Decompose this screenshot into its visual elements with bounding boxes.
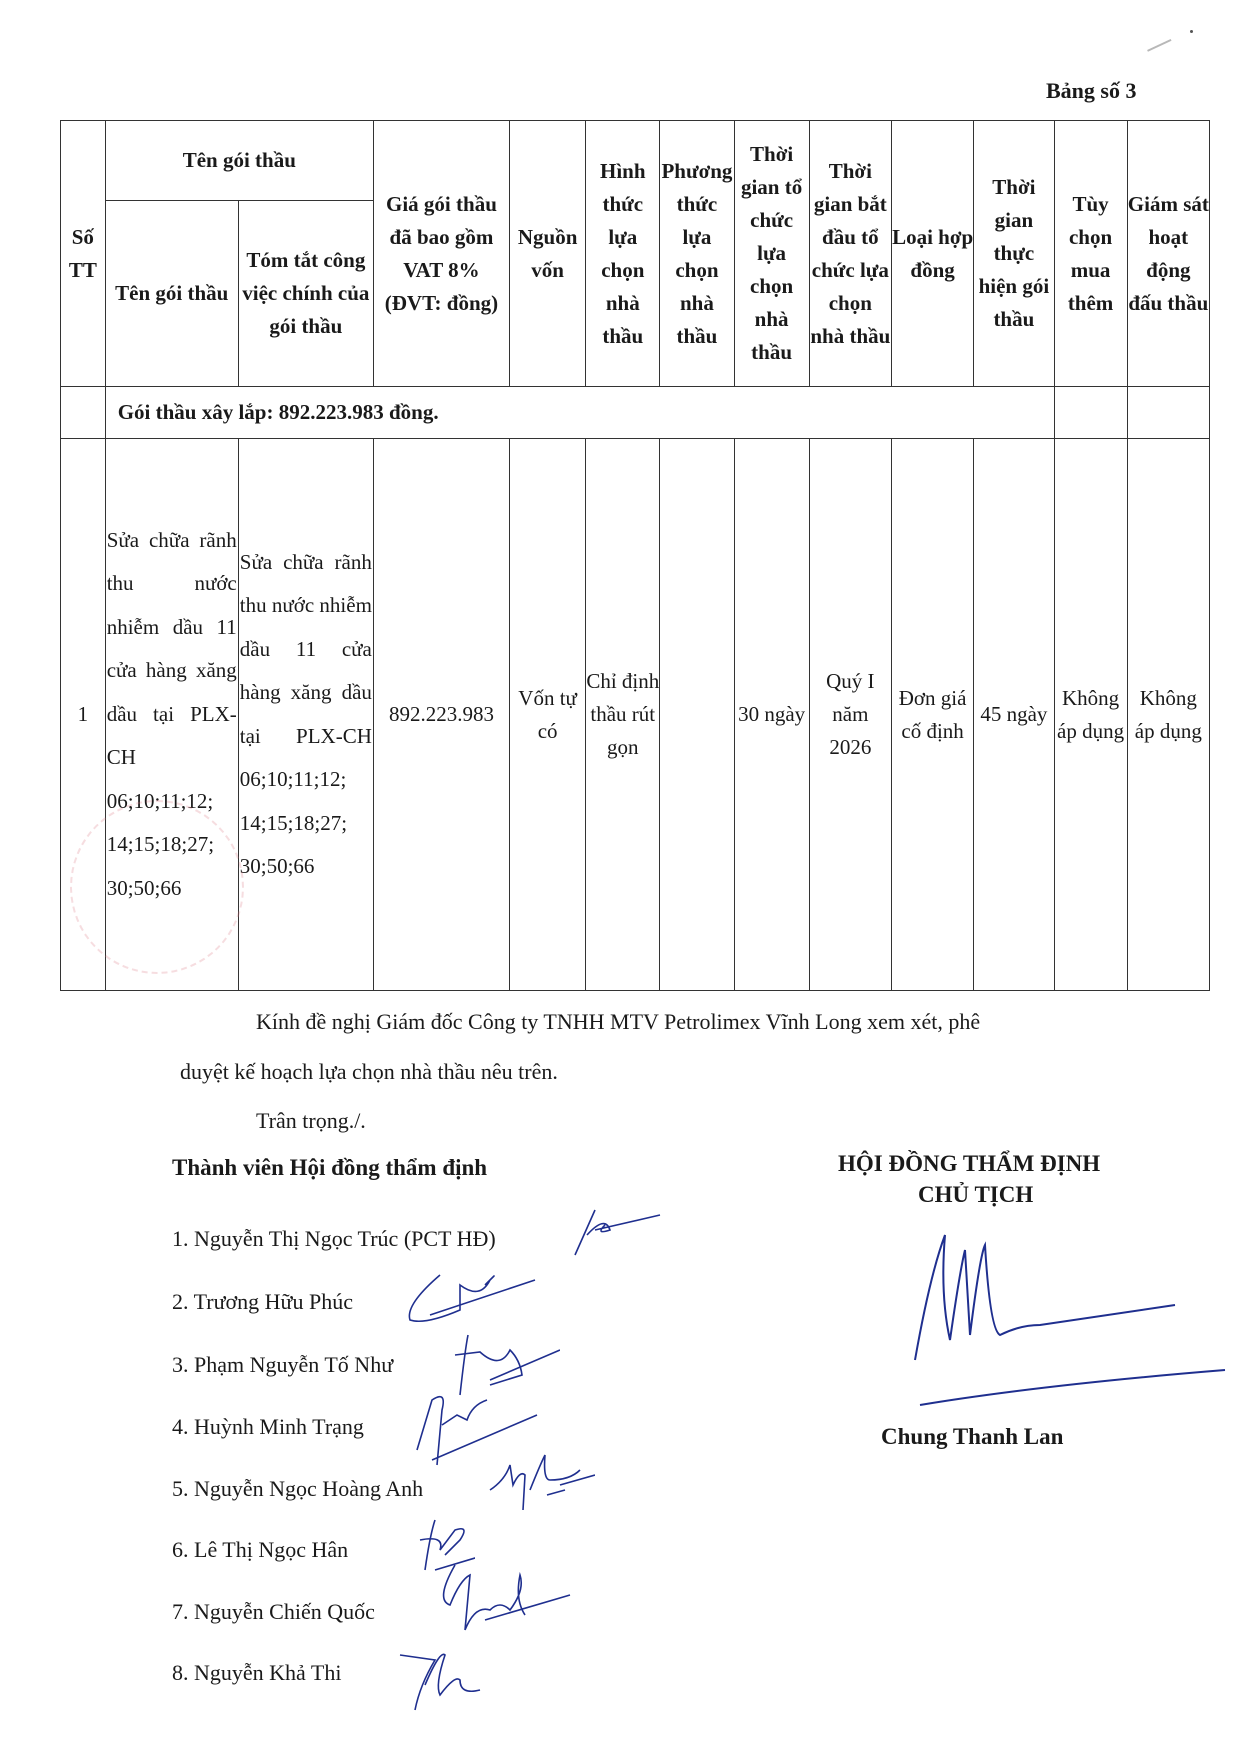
row-funding: Vốn tự có bbox=[510, 439, 586, 991]
header-stt: Số TT bbox=[61, 121, 106, 387]
section-title: Gói thầu xây lắp: 892.223.983 đồng. bbox=[105, 387, 1054, 439]
signature-chair bbox=[900, 1215, 1230, 1415]
council-title: HỘI ĐỒNG THẨM ĐỊNH bbox=[838, 1151, 1101, 1176]
header-execution-time: Thời gian thực hiện gói thầu bbox=[974, 121, 1054, 387]
signature-member-7 bbox=[435, 1560, 575, 1640]
section-empty-cell bbox=[1127, 387, 1209, 439]
header-row-1 bbox=[61, 121, 1210, 201]
faded-stamp bbox=[70, 800, 244, 974]
table-label: Bảng số 3 bbox=[1046, 78, 1137, 103]
section-row bbox=[61, 387, 1210, 439]
row-selection-form: Chỉ định thầu rút gọn bbox=[586, 439, 660, 991]
row-package-name: Sửa chữa rãnh thu nước nhiễm dầu 11 cửa hàng xăng dầu tại PLX-CH 06;10;11;12; 14;15;18;27; 30;50;66 bbox=[105, 439, 238, 991]
row-bidding-supervision: Không áp dụng bbox=[1127, 439, 1209, 991]
signature-member-5 bbox=[485, 1440, 595, 1510]
row-optional-purchase: Không áp dụng bbox=[1054, 439, 1127, 991]
member-6: 6. Lê Thị Ngọc Hân bbox=[172, 1537, 349, 1562]
header-selection-duration: Thời gian tổ chức lựa chọn nhà thầu bbox=[734, 121, 809, 387]
member-1: 1. Nguyễn Thị Ngọc Trúc (PCT HĐ) bbox=[172, 1226, 496, 1251]
member-7: 7. Nguyễn Chiến Quốc bbox=[172, 1599, 375, 1624]
signature-member-2 bbox=[400, 1265, 540, 1335]
scan-artifact bbox=[1147, 39, 1175, 59]
header-selection-start: Thời gian bắt đầu tổ chức lựa chọn nhà thầu bbox=[809, 121, 891, 387]
header-selection-form: Hình thức lựa chọn nhà thầu bbox=[586, 121, 660, 387]
chair-name: Chung Thanh Lan bbox=[881, 1424, 1064, 1449]
member-8: 8. Nguyễn Khả Thi bbox=[172, 1660, 342, 1685]
member-5: 5. Nguyễn Ngọc Hoàng Anh bbox=[172, 1476, 424, 1501]
header-optional-purchase: Tùy chọn mua thêm bbox=[1054, 121, 1127, 387]
row-work-summary: Sửa chữa rãnh thu nước nhiễm dầu 11 cửa hàng xăng dầu tại PLX-CH 06;10;11;12; 14;15;18;27; 30;50;66 bbox=[238, 439, 373, 991]
header-work-summary: Tóm tắt công việc chính của gói thầu bbox=[238, 201, 373, 387]
member-4: 4. Huỳnh Minh Trạng bbox=[172, 1414, 364, 1439]
request-line-1: Kính đề nghị Giám đốc Công ty TNHH MTV Petrolimex Vĩnh Long xem xét, phê bbox=[256, 1009, 981, 1034]
row-contract-type: Đơn giá cố định bbox=[891, 439, 973, 991]
regards: Trân trọng./. bbox=[256, 1108, 366, 1133]
signature-member-8 bbox=[395, 1645, 505, 1715]
signature-member-1 bbox=[565, 1205, 665, 1265]
row-execution-time: 45 ngày bbox=[974, 439, 1054, 991]
scan-artifact-dot bbox=[1190, 30, 1193, 33]
header-funding: Nguồn vốn bbox=[510, 121, 586, 387]
chair-title: CHỦ TỊCH bbox=[918, 1182, 1034, 1207]
section-empty-cell bbox=[1054, 387, 1127, 439]
row-selection-start: Quý I năm 2026 bbox=[809, 439, 891, 991]
section-stt-cell bbox=[61, 387, 106, 439]
member-2: 2. Trương Hữu Phúc bbox=[172, 1289, 353, 1314]
row-selection-method bbox=[660, 439, 734, 991]
header-package-name: Tên gói thầu bbox=[105, 201, 238, 387]
row-price: 892.223.983 bbox=[373, 439, 509, 991]
members-title: Thành viên Hội đồng thẩm định bbox=[172, 1155, 488, 1180]
header-selection-method: Phương thức lựa chọn nhà thầu bbox=[660, 121, 734, 387]
header-price: Giá gói thầu đã bao gồm VAT 8% (ĐVT: đồng) bbox=[373, 121, 509, 387]
member-3: 3. Phạm Nguyễn Tố Như bbox=[172, 1352, 394, 1377]
row-selection-duration: 30 ngày bbox=[734, 439, 809, 991]
header-package-group: Tên gói thầu bbox=[105, 121, 373, 201]
header-contract-type: Loại hợp đồng bbox=[891, 121, 973, 387]
row-stt: 1 bbox=[61, 439, 106, 991]
request-line-2: duyệt kế hoạch lựa chọn nhà thầu nêu trên. bbox=[180, 1059, 558, 1084]
header-bidding-supervision: Giám sát hoạt động đấu thầu bbox=[1127, 121, 1209, 387]
